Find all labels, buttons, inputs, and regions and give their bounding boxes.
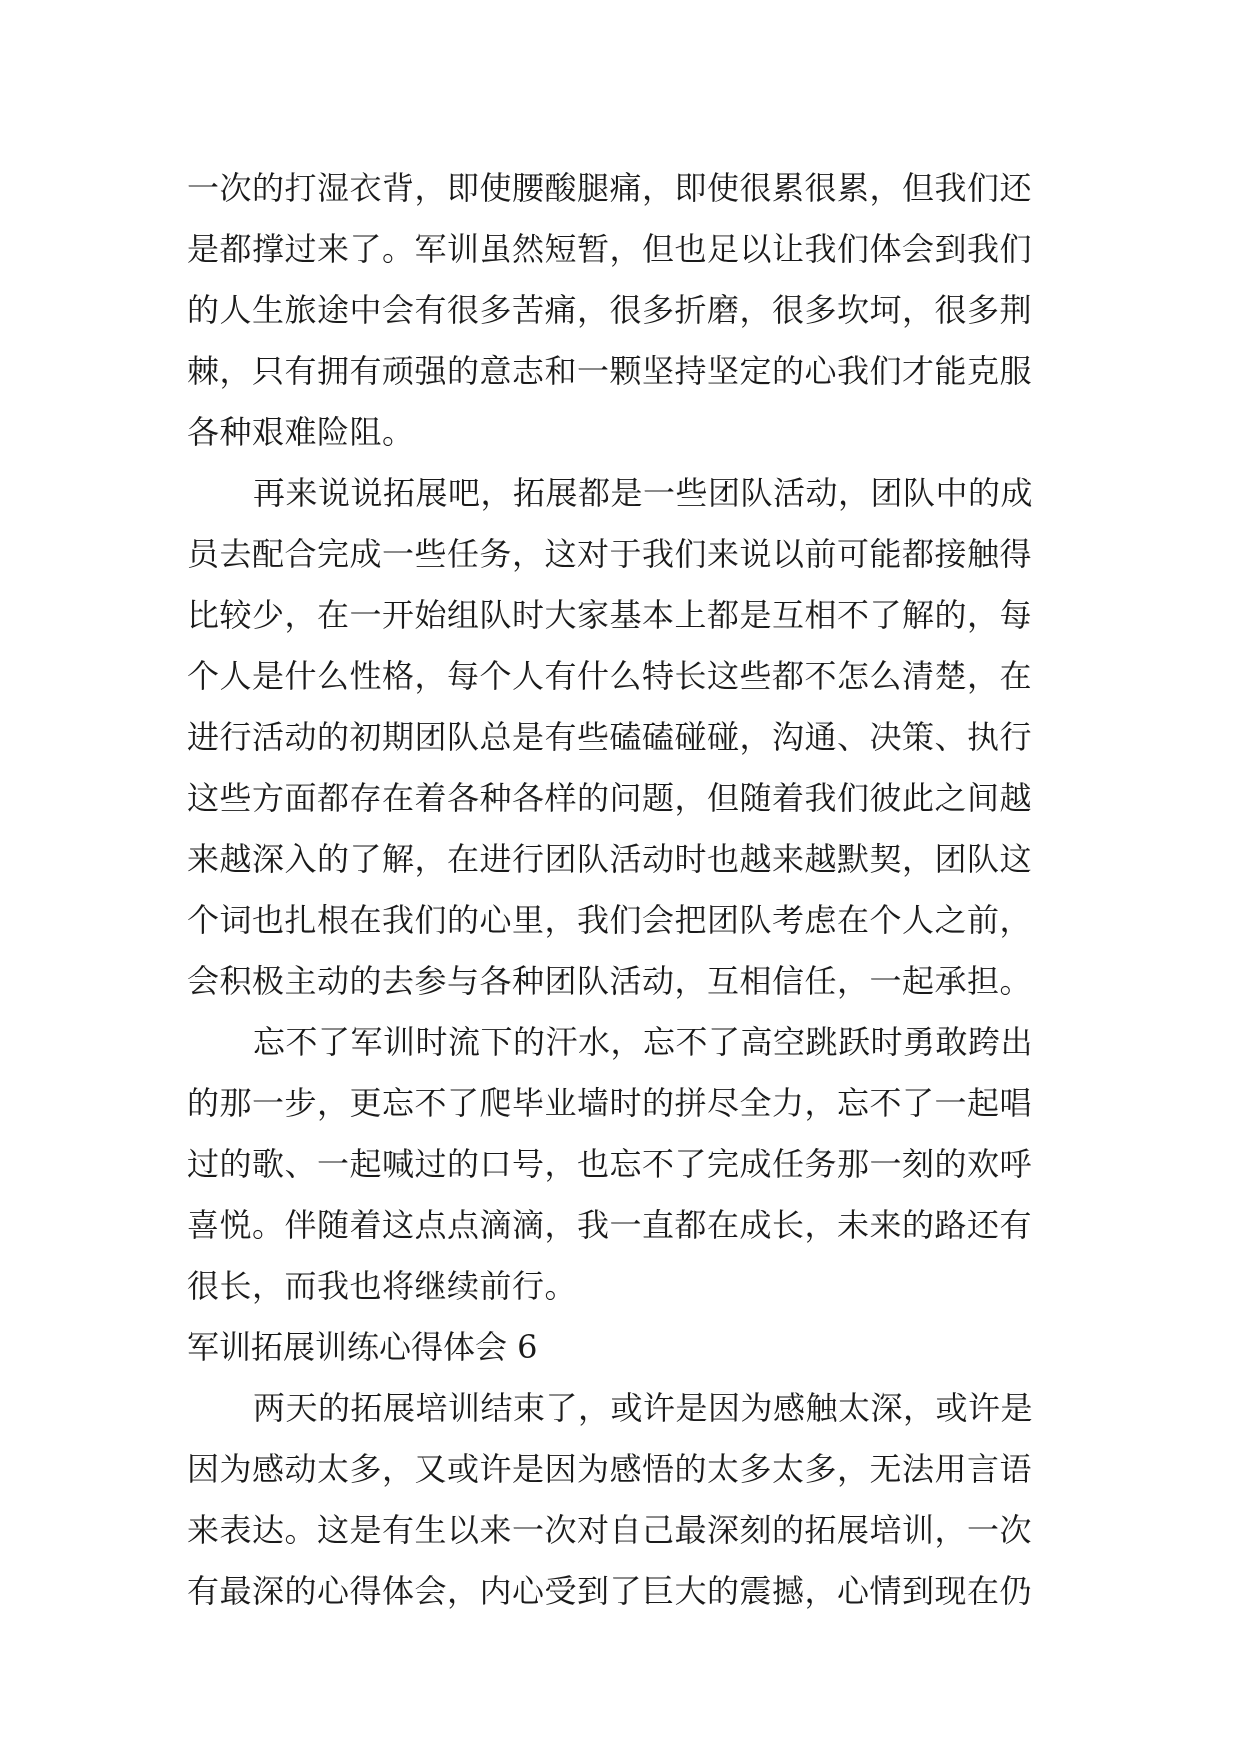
text-line: 很长，而我也将继续前行。 bbox=[187, 1267, 578, 1305]
text-line: 因为感动太多，又或许是因为感悟的太多太多，无法用言语 bbox=[187, 1450, 1033, 1488]
text-line: 两天的拓展培训结束了，或许是因为感触太深，或许是 bbox=[253, 1389, 1034, 1427]
text-line: 这些方面都存在着各种各样的问题，但随着我们彼此之间越 bbox=[187, 779, 1033, 817]
text-line: 员去配合完成一些任务，这对于我们来说以前可能都接触得 bbox=[187, 535, 1033, 573]
text-line: 再来说说拓展吧，拓展都是一些团队活动，团队中的成 bbox=[253, 474, 1034, 512]
paragraph-4 bbox=[187, 1378, 1057, 1622]
section-heading: 军训拓展训练心得体会 6 bbox=[187, 1328, 538, 1366]
text-line: 忘不了军训时流下的汗水，忘不了高空跳跃时勇敢跨出 bbox=[253, 1023, 1034, 1061]
paragraph-3 bbox=[187, 1012, 1057, 1317]
text-line: 是都撑过来了。军训虽然短暂，但也足以让我们体会到我们 bbox=[187, 230, 1033, 268]
text-line: 会积极主动的去参与各种团队活动，互相信任，一起承担。 bbox=[187, 962, 1033, 1000]
text-line: 来表达。这是有生以来一次对自己最深刻的拓展培训，一次 bbox=[187, 1511, 1033, 1549]
text-line: 个词也扎根在我们的心里，我们会把团队考虑在个人之前， bbox=[187, 901, 1033, 939]
document-body bbox=[187, 158, 1057, 1622]
text-line: 有最深的心得体会，内心受到了巨大的震撼，心情到现在仍 bbox=[187, 1572, 1033, 1610]
text-line: 的那一步，更忘不了爬毕业墙时的拼尽全力，忘不了一起唱 bbox=[187, 1084, 1033, 1122]
paragraph-1 bbox=[187, 158, 1057, 463]
text-line: 个人是什么性格，每个人有什么特长这些都不怎么清楚，在 bbox=[187, 657, 1033, 695]
text-line: 的人生旅途中会有很多苦痛，很多折磨，很多坎坷，很多荆 bbox=[187, 291, 1033, 329]
text-line: 比较少，在一开始组队时大家基本上都是互相不了解的，每 bbox=[187, 596, 1033, 634]
text-line: 一次的打湿衣背，即使腰酸腿痛，即使很累很累，但我们还 bbox=[187, 169, 1033, 207]
text-line: 过的歌、一起喊过的口号，也忘不了完成任务那一刻的欢呼 bbox=[187, 1145, 1033, 1183]
paragraph-2 bbox=[187, 463, 1057, 1012]
text-line: 喜悦。伴随着这点点滴滴，我一直都在成长，未来的路还有 bbox=[187, 1206, 1033, 1244]
text-line: 进行活动的初期团队总是有些磕磕碰碰，沟通、决策、执行 bbox=[187, 718, 1033, 756]
text-line: 来越深入的了解，在进行团队活动时也越来越默契，团队这 bbox=[187, 840, 1033, 878]
text-line: 棘，只有拥有顽强的意志和一颗坚持坚定的心我们才能克服 bbox=[187, 352, 1033, 390]
text-line: 各种艰难险阻。 bbox=[187, 413, 415, 451]
